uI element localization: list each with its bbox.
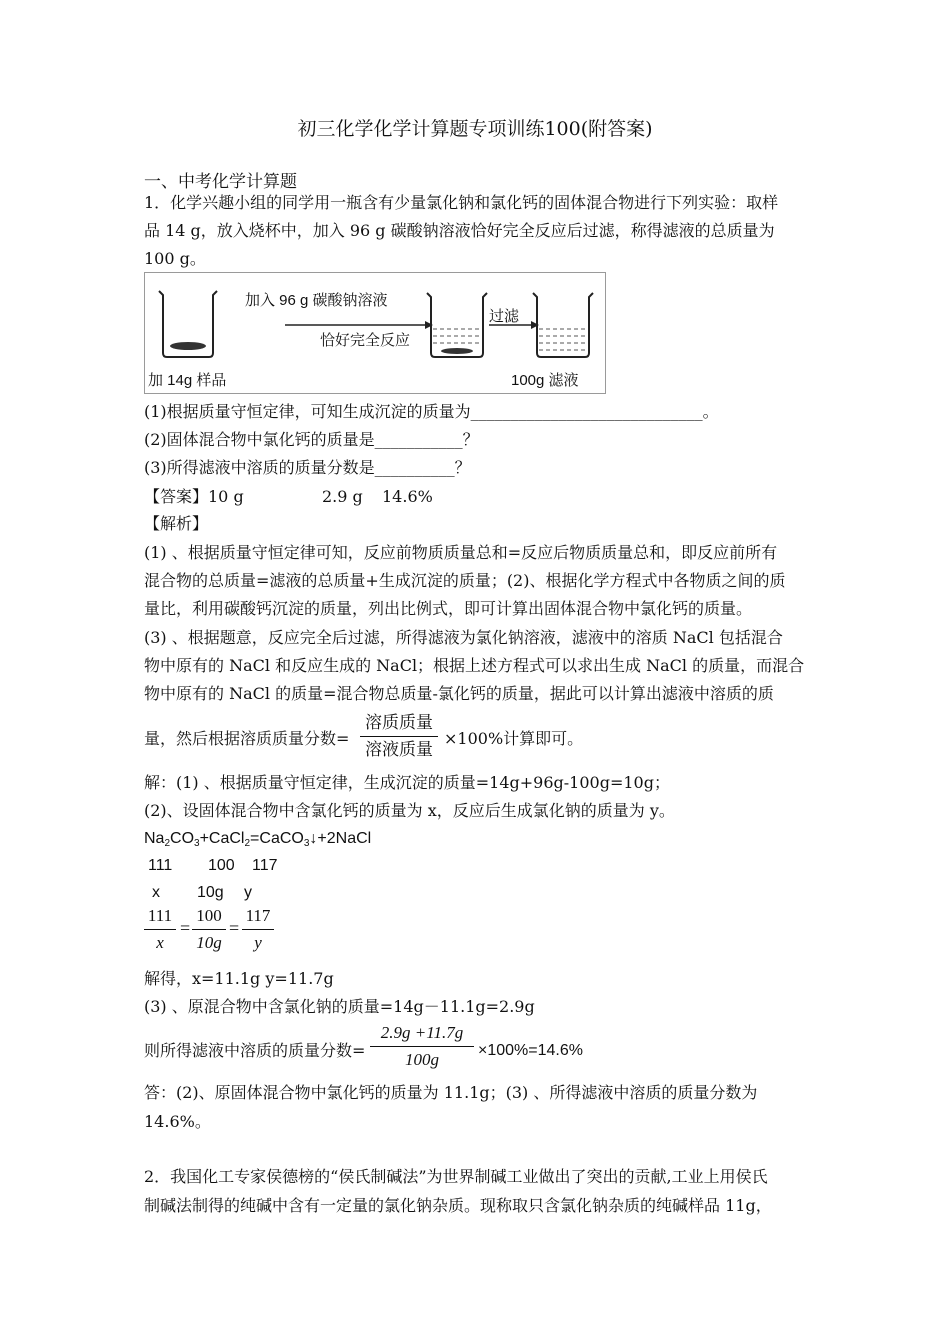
final-answer-line: 答：(2)、原固体混合物中氯化钙的质量为 11.1g；(3) 、所得滤液中溶质的质量分数为 (144, 1083, 758, 1102)
equals-sign: = (229, 918, 240, 938)
solution-line: 解：(1) 、根据质量守恒定律，生成沉淀的质量=14g+96g-100g=10g； (144, 773, 670, 792)
ratio-value: 100 (208, 857, 235, 874)
solve-result: 解得，x=11.1g y=11.7g (144, 969, 334, 988)
ratio-value: 10g (197, 884, 224, 901)
sub-question-3: (3)所得滤液中溶质的质量分数是__________？ (144, 458, 471, 477)
chemical-equation: $Na_2CO_3+CaCl_2=CaCO_3↓+2NaCl$ (144, 830, 372, 849)
beaker-3-icon (533, 293, 593, 357)
proportion-fraction: 117 y (242, 905, 274, 954)
analysis-line: (3) 、根据题意，反应完全后过滤，所得滤液为氯化钠溶液，滤液中的溶质 NaCl 包括混合 (144, 628, 783, 647)
analysis-line: (1) 、根据质量守恒定律可知，反应前物质质量总和=反应后物质质量总和，即反应前所有 (144, 543, 778, 562)
fraction2-prefix: 则所得滤液中溶质的质量分数= (144, 1041, 366, 1060)
fraction-numerator: 溶质质量 (365, 713, 433, 733)
proportion-fraction: 100 10g (192, 905, 226, 954)
ratio-value: 111 (148, 857, 173, 874)
analysis-line: 物中原有的 NaCl 和反应生成的 NaCl；根据上述方程式可以求出生成 NaCl 的质量，而混合 (144, 656, 805, 675)
q1-intro-line: 1．化学兴趣小组的同学用一瓶含有少量氯化钠和氯化钙的固体混合物进行下列实验：取样 (144, 193, 779, 212)
filter-label: 过滤 (489, 308, 520, 325)
page-title: 初三化学化学计算题专项训练100(附答案) (297, 118, 653, 140)
analysis-line: 量比，利用碳酸钙沉淀的质量，列出比例式，即可计算出固体混合物中氯化钙的质量。 (144, 599, 753, 618)
q2-line: 2．我国化工专家侯德榜的“侯氏制碱法”为世界制碱工业做出了突出的贡献,工业上用侯氏 (144, 1167, 768, 1186)
mass-fraction-formula (360, 712, 438, 761)
analysis-line: 物中原有的 NaCl 的质量=混合物总质量-氯化钙的质量，据此可以计算出滤液中溶质的质 (144, 684, 774, 703)
add-reagent-label: 加入 96 g 碳酸钠溶液 (245, 292, 388, 309)
q1-intro-line: 100 g。 (144, 249, 206, 268)
formula-prefix: 量，然后根据溶质质量分数= (144, 729, 350, 748)
answer-3: 14.6% (382, 487, 433, 506)
equals-sign: = (180, 918, 191, 938)
q1-intro-line: 品 14 g，放入烧杯中，加入 96 g 碳酸钠溶液恰好完全反应后过滤，称得滤液的总质量为 (144, 221, 775, 240)
q2-line: 制碱法制得的纯碱中含有一定量的氯化钠杂质。现称取只含氯化钠杂质的纯碱样品 11g， (144, 1196, 772, 1215)
formula-suffix: ×100%计算即可。 (444, 729, 584, 748)
sample-label: 加 14g 样品 (148, 372, 227, 389)
analysis-line: 混合物的总质量=滤液的总质量+生成沉淀的质量；(2)、根据化学方程式中各物质之间的质 (144, 571, 786, 590)
ratio-value: x (152, 884, 160, 901)
ratio-value: y (244, 884, 252, 901)
precipitate-icon (441, 348, 473, 354)
final-answer-line: 14.6%。 (144, 1112, 211, 1131)
sub-question-1: (1)根据质量守恒定律，可知生成沉淀的质量为_____________________________。 (144, 402, 719, 421)
answer-2: 2.9 g (322, 487, 363, 506)
mass-fraction-calc: 2.9g +11.7g 100g (370, 1022, 474, 1071)
filtrate-label: 100g 滤液 (511, 372, 579, 389)
beaker-2-icon (427, 293, 487, 357)
proportion-fraction: 111 x (144, 905, 176, 954)
sub-question-2: (2)固体混合物中氯化钙的质量是___________？ (144, 430, 479, 449)
section-heading: 一、中考化学计算题 (144, 172, 297, 192)
solution-line: (2)、设固体混合物中含氯化钙的质量为 x，反应后生成氯化钠的质量为 y。 (144, 801, 675, 820)
answer-label: 【答案】10 g (144, 487, 244, 506)
solution-line: (3) 、原混合物中含氯化钠的质量=14g－11.1g=2.9g (144, 997, 535, 1016)
fraction-denominator: 溶液质量 (365, 740, 433, 760)
ratio-value: 117 (252, 857, 278, 874)
reaction-label: 恰好完全反应 (320, 332, 411, 349)
analysis-label: 【解析】 (144, 514, 209, 533)
fraction2-suffix: ×100%=14.6% (478, 1042, 583, 1059)
experiment-diagram (144, 272, 606, 394)
sample-solid-icon (170, 342, 206, 350)
